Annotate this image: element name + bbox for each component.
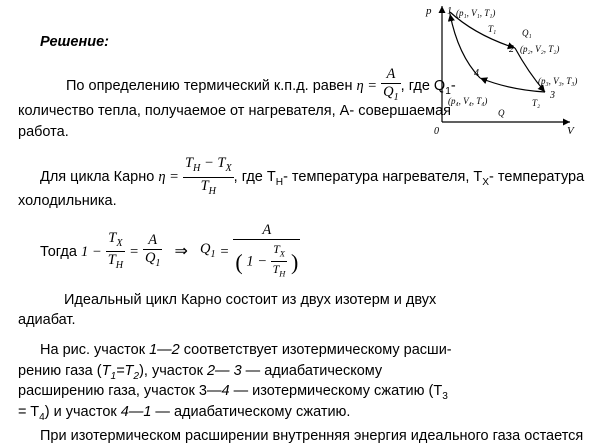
point-2-number: 2	[509, 44, 514, 55]
point-1-label: (p₁, V₁, T₁)	[456, 8, 496, 18]
p1-frac-den: $Q_1$	[383, 84, 399, 103]
p3-equals-2: =	[219, 243, 230, 260]
p2-frac-den: $T_H$	[200, 177, 216, 197]
p2-prefix: Для цикла Карно	[40, 169, 155, 186]
point-4-label: (p₄, V₄, T₄)	[448, 96, 488, 106]
q1-label: Q₁	[522, 28, 532, 38]
segments-line1: На рис. участок 1—2 соответствует изотермическому расши-	[40, 342, 452, 358]
p3-implies-arrow: ⇒	[174, 242, 188, 260]
carnot-cycle-description-line1: Идеальный цикл Карно состоит из двух изотерм и двух	[64, 292, 437, 308]
p3-f3-den: ( 1 − $\frac{T_X}{T_H}$ )	[233, 240, 300, 282]
p3-f3-num: A	[233, 222, 300, 240]
p3-one-minus: 1 −	[80, 243, 102, 260]
segments-line3: расширению газа, участок 3—4 — изотермическому сжатию ($T_3$	[18, 383, 448, 402]
p3-inner-fraction: $\frac{T_X}{T_H}$	[272, 242, 286, 279]
derivation-formula	[40, 222, 300, 282]
axis-v-label: V	[567, 125, 574, 137]
p3-fraction-a-q1	[143, 232, 163, 272]
p1-line3: работа.	[18, 124, 69, 140]
axis-p-label: p	[426, 5, 432, 17]
p2-eta: η =	[158, 169, 179, 186]
q-label: Q	[498, 108, 505, 118]
p3-f2-den: $Q_1$	[144, 249, 161, 269]
point-3-label: (p₃, V₃, T₃)	[538, 76, 578, 86]
isothermal-expansion-line: При изотермическом расширении внутренняя энергия идеального газа остается	[40, 428, 584, 444]
p3-prefix: Тогда	[40, 243, 77, 260]
p3-fraction-q1-result	[233, 222, 300, 282]
carnot-efficiency-line1	[40, 155, 584, 200]
point-3-number: 3	[550, 90, 555, 101]
p2-line2: холодильника.	[18, 193, 117, 209]
p1-suffix: , где $Q_1-$	[400, 77, 456, 97]
p3-equals: =	[129, 243, 139, 260]
carnot-pv-diagram	[420, 0, 600, 140]
p3-f1-den: $T_H$	[107, 252, 124, 272]
t2-label: T₂	[532, 98, 541, 108]
point-4-number: 4	[474, 68, 479, 79]
p3-fraction-tx-th	[106, 230, 125, 275]
p2-frac-num: $T_H - T_X$	[183, 155, 234, 178]
segments-line4: = $T_4$) и участок 4—1 — адиабатическому сжатию.	[18, 404, 351, 423]
p3-f2-num: A	[143, 232, 163, 250]
origin-label: 0	[434, 126, 439, 137]
point-1-number: 1	[447, 6, 452, 17]
p2-suffix: , где $T_H-$ температура нагревателя, $T_X-$ температура	[233, 169, 585, 189]
p1-line2: количество тепла, получаемое от нагревателя, А- совершаемая	[18, 103, 451, 119]
p1-frac-num: A	[381, 66, 401, 84]
t1-label: T₁	[488, 24, 497, 34]
solution-heading: Решение:	[40, 34, 110, 50]
p3-f1-num: $T_X$	[106, 230, 125, 253]
segments-line2: рению газа $(T_1=T_2)$, участок 2— 3 — адиабатическому	[18, 363, 383, 382]
carnot-cycle-description-line2: адиабат.	[18, 312, 76, 328]
p3-q1: $Q_1$	[199, 240, 216, 260]
p1-eta: η =	[356, 77, 378, 94]
p1-prefix: По определению термический к.п.д. равен	[66, 77, 353, 94]
p2-fraction	[183, 155, 234, 200]
point-2-label: (p₂, V₂, T₂)	[520, 44, 560, 54]
